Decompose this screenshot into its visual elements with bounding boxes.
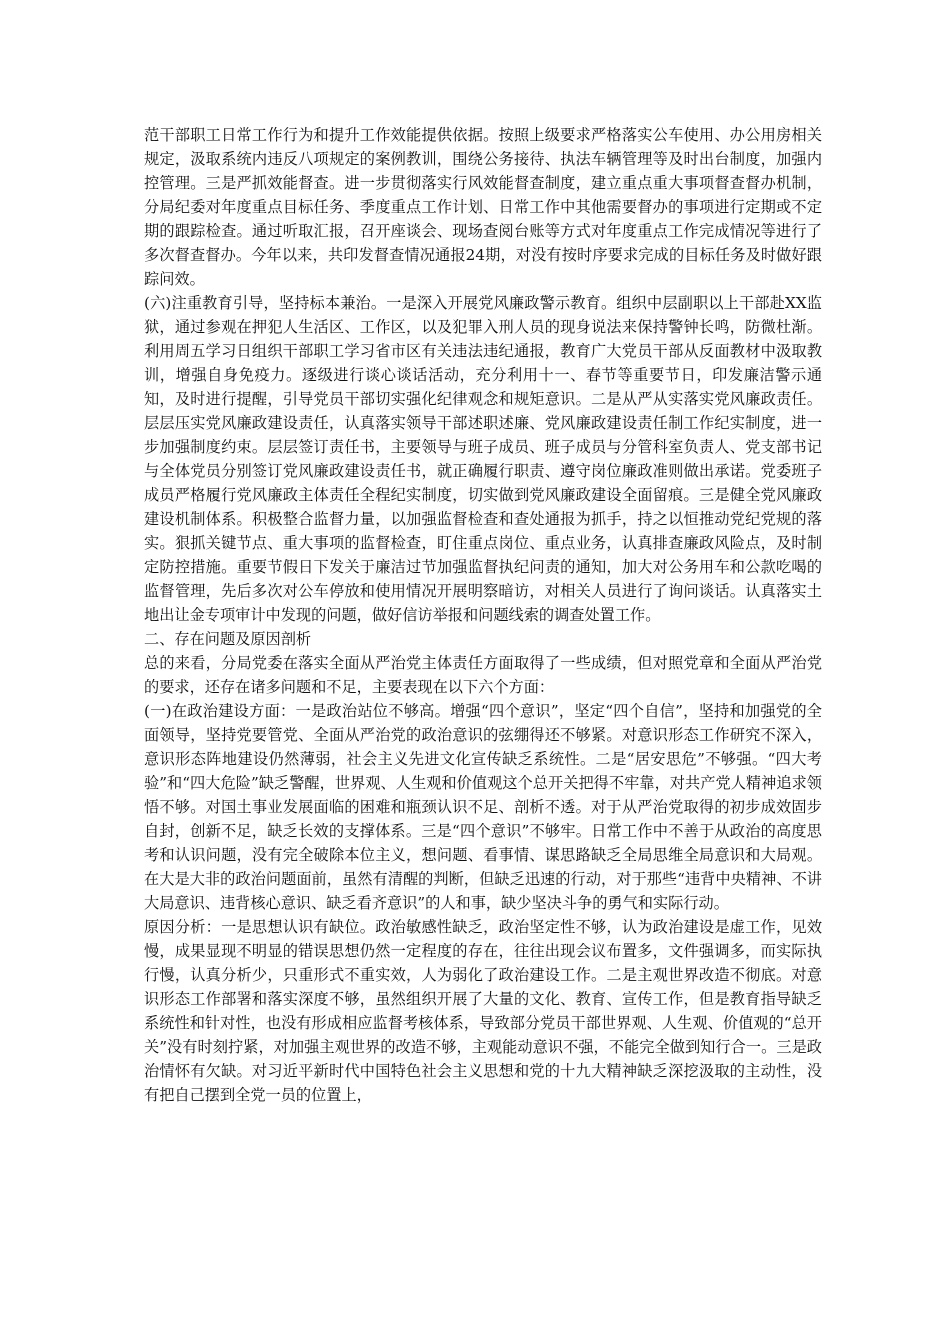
- paragraph-supervision-work: 范干部职工日常工作行为和提升工作效能提供依据。按照上级要求严格落实公车使用、办公用房相关规定，汲取系统内违反八项规定的案例教训，围绕公务接待、执法车辆管理等及时出台制度，加强内控管理。三是严抓效能督查。进一步贯彻落实行风效能督查制度，建立重点重大事项督查督办机制，分局纪委对年度重点目标任务、季度重点工作计划、日常工作中其他需要督办的事项进行定期或不定期的跟踪检查。通过听取汇报，召开座谈会、现场查阅台账等方式对年度重点工作完成情况等进行了多次督查督办。今年以来，共印发督查情况通报24期，对没有按时序要求完成的目标任务及时做好跟踪问效。: [144, 126, 822, 288]
- paragraph-overview: 总的来看，分局党委在落实全面从严治党主体责任方面取得了一些成绩，但对照党章和全面从严治党的要求，还存在诸多问题和不足，主要表现在以下六个方面：: [144, 654, 822, 696]
- section-heading-problems-analysis: 二、存在问题及原因剖析: [144, 630, 312, 648]
- paragraph-cause-analysis: 原因分析：一是思想认识有缺位。政治敏感性缺乏，政治坚定性不够，认为政治建设是虚工作，见效慢，成果显现不明显的错误思想仍然一定程度的存在，往往出现会议布置多，文件强调多，而实际执行慢，认真分析少，只重形式不重实效，人为弱化了政治建设工作。二是主观世界改造不彻底。对意识形态工作部署和落实深度不够，虽然组织开展了大量的文化、教育、宣传工作，但是教育指导缺乏系统性和针对性，也没有形成相应监督考核体系，导致部分党员干部世界观、人生观、价值观的“总开关”没有时刻拧紧，对加强主观世界的改造不够，主观能动意识不强，不能完全做到知行合一。三是政治情怀有欠缺。对习近平新时代中国特色社会主义思想和党的十九大精神缺乏深挖汲取的主动性，没有把自己摆到全党一员的位置上，: [144, 918, 822, 1104]
- paragraph-political-construction: (一)在政治建设方面：一是政治站位不够高。增强“四个意识”，坚定“四个自信”，坚持和加强党的全面领导，坚持党要管党、全面从严治党的政治意识的弦绷得还不够紧。对意识形态工作研究不深入，意识形态阵地建设仍然薄弱，社会主义先进文化宣传缺乏系统性。二是“居安思危”不够强。“四大考验”和“四大危险”缺乏警醒，世界观、人生观和价值观这个总开关把得不牢靠，对共产党人精神追求领悟不够。对国土事业发展面临的困难和瓶颈认识不足、剖析不透。对于从严治党取得的初步成效固步自封，创新不足，缺乏长效的支撑体系。三是“四个意识”不够牢。日常工作中不善于从政治的高度思考和认识问题，没有完全破除本位主义，想问题、看事情、谋思路缺乏全局思维全局意识和大局观。在大是大非的政治问题面前，虽然有清醒的判断，但缺乏迅速的行动，对于那些“违背中央精神、不讲大局意识、违背核心意识、缺乏看齐意识”的人和事，缺少坚决斗争的勇气和实际行动。: [144, 702, 822, 912]
- paragraph-education-guidance: (六)注重教育引导，坚持标本兼治。一是深入开展党风廉政警示教育。组织中层副职以上干部赴XX监狱，通过参观在押犯人生活区、工作区，以及犯罪入刑人员的现身说法来保持警钟长鸣，防微杜渐。利用周五学习日组织干部职工学习省市区有关违法违纪通报，教育广大党员干部从反面教材中汲取教训，增强自身免疫力。逐级进行谈心谈话活动，充分利用十一、春节等重要节日，印发廉洁警示通知，及时进行提醒，引导党员干部切实强化纪律观念和规矩意识。二是从严从实落实党风廉政责任。层层压实党风廉政建设责任，认真落实领导干部述职述廉、党风廉政建设责任制工作纪实制度，进一步加强制度约束。层层签订责任书，主要领导与班子成员、班子成员与分管科室负责人、党支部书记与全体党员分别签订党风廉政建设责任书，就正确履行职责、遵守岗位廉政准则做出承诺。党委班子成员严格履行党风廉政主体责任全程纪实制度，切实做到党风廉政建设全面留痕。三是健全党风廉政建设机制体系。积极整合监督力量，以加强监督检查和查处通报为抓手，持之以恒推动党纪党规的落实。狠抓关键节点、重大事项的监督检查，盯住重点岗位、重点业务，认真排查廉政风险点，及时制定防控措施。重要节假日下发关于廉洁过节加强监督执纪问责的通知，加大对公务用车和公款吃喝的监督管理，先后多次对公车停放和使用情况开展明察暗访，对相关人员进行了询问谈话。认真落实土地出让金专项审计中发现的问题，做好信访举报和问题线索的调查处置工作。: [144, 294, 822, 624]
- document-body: [144, 123, 822, 1107]
